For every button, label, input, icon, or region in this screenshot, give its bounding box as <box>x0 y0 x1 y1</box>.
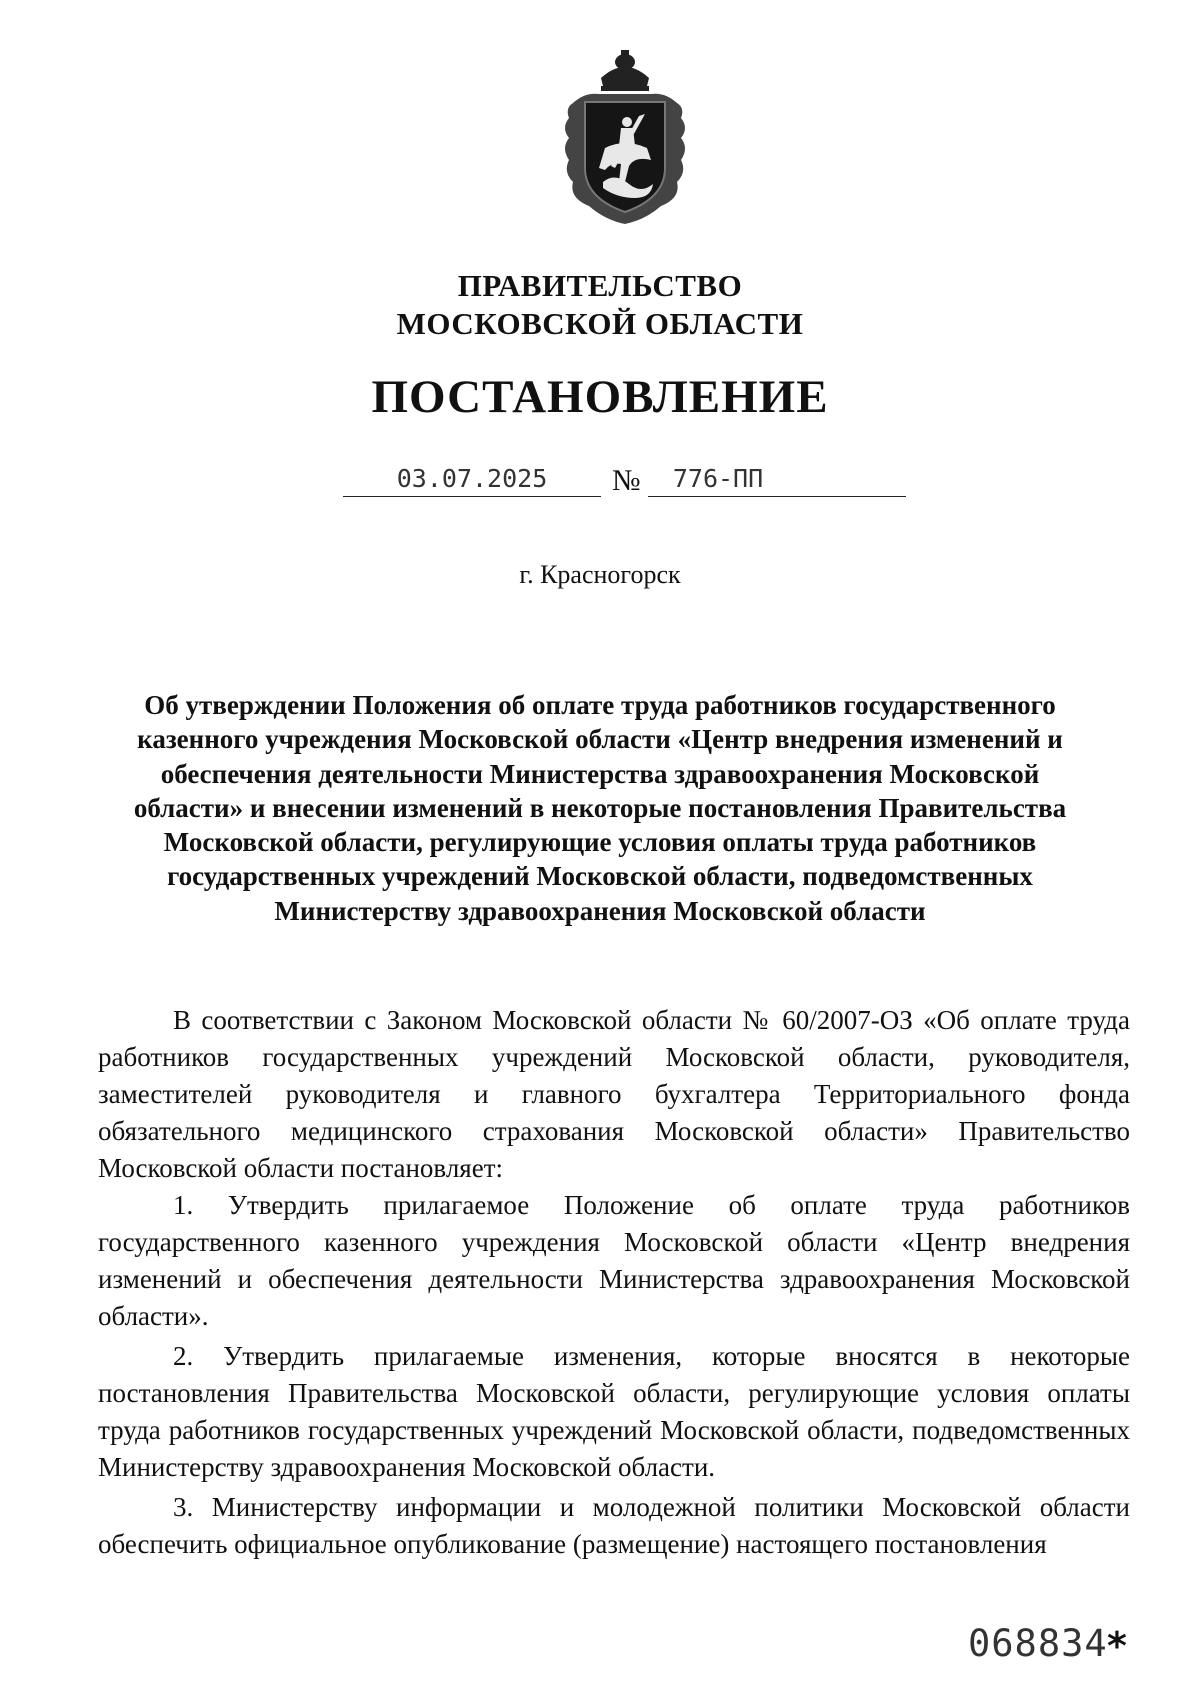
coat-of-arms-icon <box>555 48 695 228</box>
serial-number: 068834 <box>968 1622 1108 1665</box>
document-type-title: ПОСТАНОВЛЕНИЕ <box>371 371 829 423</box>
government-name-line1: ПРАВИТЕЛЬСТВО <box>457 268 743 303</box>
city-line: г. Красногорск <box>519 560 681 589</box>
number-underline <box>648 496 906 497</box>
preamble-paragraph: В соответствии с Законом Московской области № 60/2007-ОЗ «Об оплате труда работников государственных учреждений Московской области, руководителя, заместителей руководителя и главного бухгалтера Территориального фонда обязательного медицинского страхования Московской области» Правительство Московской области постановляет: <box>98 1005 1130 1183</box>
number-sign: № <box>612 464 641 497</box>
item-3-paragraph: 3. Министерству информации и молодежной политики Московской области обеспечить официальное опубликование (размещение) настоящего постановления <box>98 1492 1130 1559</box>
star-mark: * <box>1107 1624 1127 1668</box>
registration-number: 776-ПП <box>672 464 764 493</box>
document-body <box>98 1002 1130 1563</box>
registration-row <box>0 462 1200 502</box>
item-2-paragraph: 2. Утвердить прилагаемые изменения, которые вносятся в некоторые постановления Правительства Московской области, регулирующие условия оплаты труда работников государственных учреждений Московской области, подведомственных Министерству здравоохранения Московской области. <box>98 1341 1130 1482</box>
registration-date: 03.07.2025 <box>396 464 548 493</box>
government-name-line2: МОСКОВСКОЙ ОБЛАСТИ <box>396 306 804 341</box>
item-1-paragraph: 1. Утвердить прилагаемое Положение об оплате труда работников государственного казенного учреждения Московской области «Центр внедрения изменений и обеспечения деятельности Министерства здравоохранения Московской области». <box>98 1190 1130 1331</box>
document-subject: Об утверждении Положения об оплате труда работников государственного казенного учреждения Московской области «Центр внедрения изменений и обеспечения деятельности Министерства здравоохранения Московской области» и внесении изменений в некоторые постановления Правительства Московской области, регулирующие условия оплаты труда работников государственных учреждений Московской области, подведомственных Министерству здравоохранения Московской области <box>133 690 1067 926</box>
date-underline <box>343 496 601 497</box>
